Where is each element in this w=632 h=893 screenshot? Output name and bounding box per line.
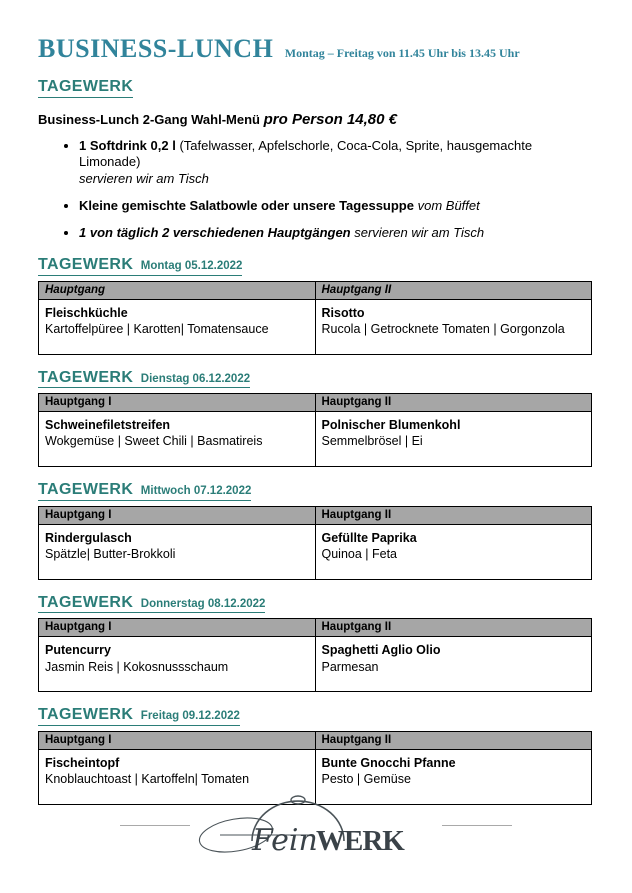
section-heading-underline xyxy=(38,594,265,614)
section-heading-underline xyxy=(38,256,242,276)
offer-text: Business-Lunch 2-Gang Wahl-Menü xyxy=(38,111,260,127)
menu-section-tuesday xyxy=(38,369,592,468)
menu-section-friday xyxy=(38,706,592,805)
menu-table-tuesday xyxy=(38,393,592,467)
section-title: TAGEWERK xyxy=(38,368,134,386)
dish-name: Polnischer Blumenkohl xyxy=(321,418,461,433)
dish-sides: Spätzle| Butter-Brokkoli xyxy=(45,547,176,562)
bullet-softdrink xyxy=(79,138,592,189)
dish-name: Gefüllte Paprika xyxy=(321,530,417,545)
section-heading-thursday xyxy=(38,594,592,614)
brand-script-text: Fein xyxy=(252,823,318,857)
dish-cell xyxy=(39,524,316,579)
table-header-row xyxy=(39,732,592,750)
brand-bold-text: WERK xyxy=(316,825,404,857)
table-row xyxy=(39,637,592,692)
column-header-hauptgang-2: Hauptgang II xyxy=(315,619,592,637)
dish-sides: Parmesan xyxy=(321,659,379,674)
bullet-salad-lead: Kleine gemischte Salatbowle oder unsere Tagessuppe xyxy=(79,198,414,214)
dish-cell xyxy=(39,637,316,692)
dish-sides: Wokgemüse | Sweet Chili | Basmatireis xyxy=(45,434,263,449)
menu-section-monday xyxy=(38,256,592,355)
dish-name: Spaghetti Aglio Olio xyxy=(321,643,441,658)
table-row xyxy=(39,524,592,579)
dish-sides: Knoblauchtoast | Kartoffeln| Tomaten xyxy=(45,772,250,787)
section-heading-wednesday xyxy=(38,481,592,501)
table-header-row xyxy=(39,394,592,412)
section-date: Donnerstag 08.12.2022 xyxy=(140,597,266,610)
menu-table-monday xyxy=(38,281,592,355)
offer-price: pro Person 14,80 € xyxy=(263,110,398,128)
section-heading-monday xyxy=(38,256,592,276)
column-header-hauptgang-1: Hauptgang I xyxy=(39,732,316,750)
dish-cell xyxy=(39,299,316,354)
bullet-maincourse-note: servieren wir am Tisch xyxy=(354,225,485,241)
dish-name: Fleischküchle xyxy=(45,305,128,320)
section-date: Freitag 09.12.2022 xyxy=(140,710,240,723)
section-heading-underline xyxy=(38,481,251,501)
menu-table-wednesday xyxy=(38,506,592,580)
offer-line xyxy=(38,111,592,128)
dish-name: Rindergulasch xyxy=(45,530,132,545)
dish-sides: Pesto | Gemüse xyxy=(321,772,411,787)
column-header-hauptgang-2: Hauptgang II xyxy=(315,394,592,412)
section-date: Montag 05.12.2022 xyxy=(140,260,243,273)
section-heading-underline xyxy=(38,369,250,389)
dish-name: Fischeintopf xyxy=(45,756,120,771)
dish-sides: Quinoa | Feta xyxy=(321,547,398,562)
dish-cell xyxy=(315,524,592,579)
column-header-hauptgang-2: Hauptgang II xyxy=(315,281,592,299)
document-title-line xyxy=(38,34,592,64)
column-header-hauptgang-1: Hauptgang I xyxy=(39,619,316,637)
intro-heading-label: TAGEWERK xyxy=(38,78,134,95)
section-heading-tuesday xyxy=(38,369,592,389)
cloche-knob-icon xyxy=(291,796,305,804)
bullet-maincourse xyxy=(79,225,592,242)
table-row xyxy=(39,299,592,354)
page-subtitle: Montag – Freitag von 11.45 Uhr bis 13.45 Uhr xyxy=(284,46,520,60)
menu-section-wednesday xyxy=(38,481,592,580)
dish-sides: Rucola | Getrocknete Tomaten | Gorgonzola xyxy=(321,321,565,336)
page-title: BUSINESS-LUNCH xyxy=(38,34,274,63)
dish-cell xyxy=(315,412,592,467)
table-row xyxy=(39,412,592,467)
section-title: TAGEWERK xyxy=(38,481,134,499)
bullet-salad-note: vom Büffet xyxy=(417,198,480,214)
table-header-row xyxy=(39,619,592,637)
column-header-hauptgang-1: Hauptgang I xyxy=(39,394,316,412)
dish-name: Schweinefiletstreifen xyxy=(45,418,171,433)
dish-name: Bunte Gnocchi Pfanne xyxy=(321,756,456,771)
dish-cell xyxy=(315,299,592,354)
section-heading-underline xyxy=(38,706,240,726)
bullet-salad xyxy=(79,198,592,215)
menu-table-thursday xyxy=(38,618,592,692)
dish-cell xyxy=(315,637,592,692)
column-header-hauptgang-2: Hauptgang II xyxy=(315,732,592,750)
section-heading-friday xyxy=(38,706,592,726)
footer-divider-left xyxy=(120,825,190,826)
bullet-softdrink-rest: (Tafelwasser, Apfelschorle, Coca-Cola, Sprite, hausgemachte Limonade) xyxy=(79,137,533,170)
column-header-hauptgang-1: Hauptgang I xyxy=(39,506,316,524)
section-title: TAGEWERK xyxy=(38,593,134,611)
section-title: TAGEWERK xyxy=(38,706,134,724)
section-date: Dienstag 06.12.2022 xyxy=(140,372,251,385)
offer-bullet-list xyxy=(38,138,592,242)
footer-divider-right xyxy=(442,825,512,826)
bullet-softdrink-note: servieren wir am Tisch xyxy=(79,171,209,187)
table-header-row xyxy=(39,506,592,524)
feinwerk-logo xyxy=(196,793,436,857)
bullet-maincourse-lead: 1 von täglich 2 verschiedenen Hauptgängen xyxy=(79,225,351,241)
column-header-hauptgang-1: Hauptgang xyxy=(39,281,316,299)
menu-section-thursday xyxy=(38,594,592,693)
section-date: Mittwoch 07.12.2022 xyxy=(140,485,252,498)
dish-sides: Jasmin Reis | Kokosnussschaum xyxy=(45,659,229,674)
dish-name: Putencurry xyxy=(45,643,111,658)
dish-cell xyxy=(39,412,316,467)
dish-sides: Kartoffelpüree | Karotten| Tomatensauce xyxy=(45,321,269,336)
column-header-hauptgang-2: Hauptgang II xyxy=(315,506,592,524)
intro-heading xyxy=(38,78,592,98)
bullet-softdrink-lead: 1 Softdrink 0,2 l xyxy=(79,137,176,153)
intro-heading-underline xyxy=(38,78,133,98)
footer xyxy=(0,793,632,857)
dish-sides: Semmelbrösel | Ei xyxy=(321,434,423,449)
section-title: TAGEWERK xyxy=(38,256,134,274)
dish-name: Risotto xyxy=(321,305,365,320)
table-header-row xyxy=(39,281,592,299)
